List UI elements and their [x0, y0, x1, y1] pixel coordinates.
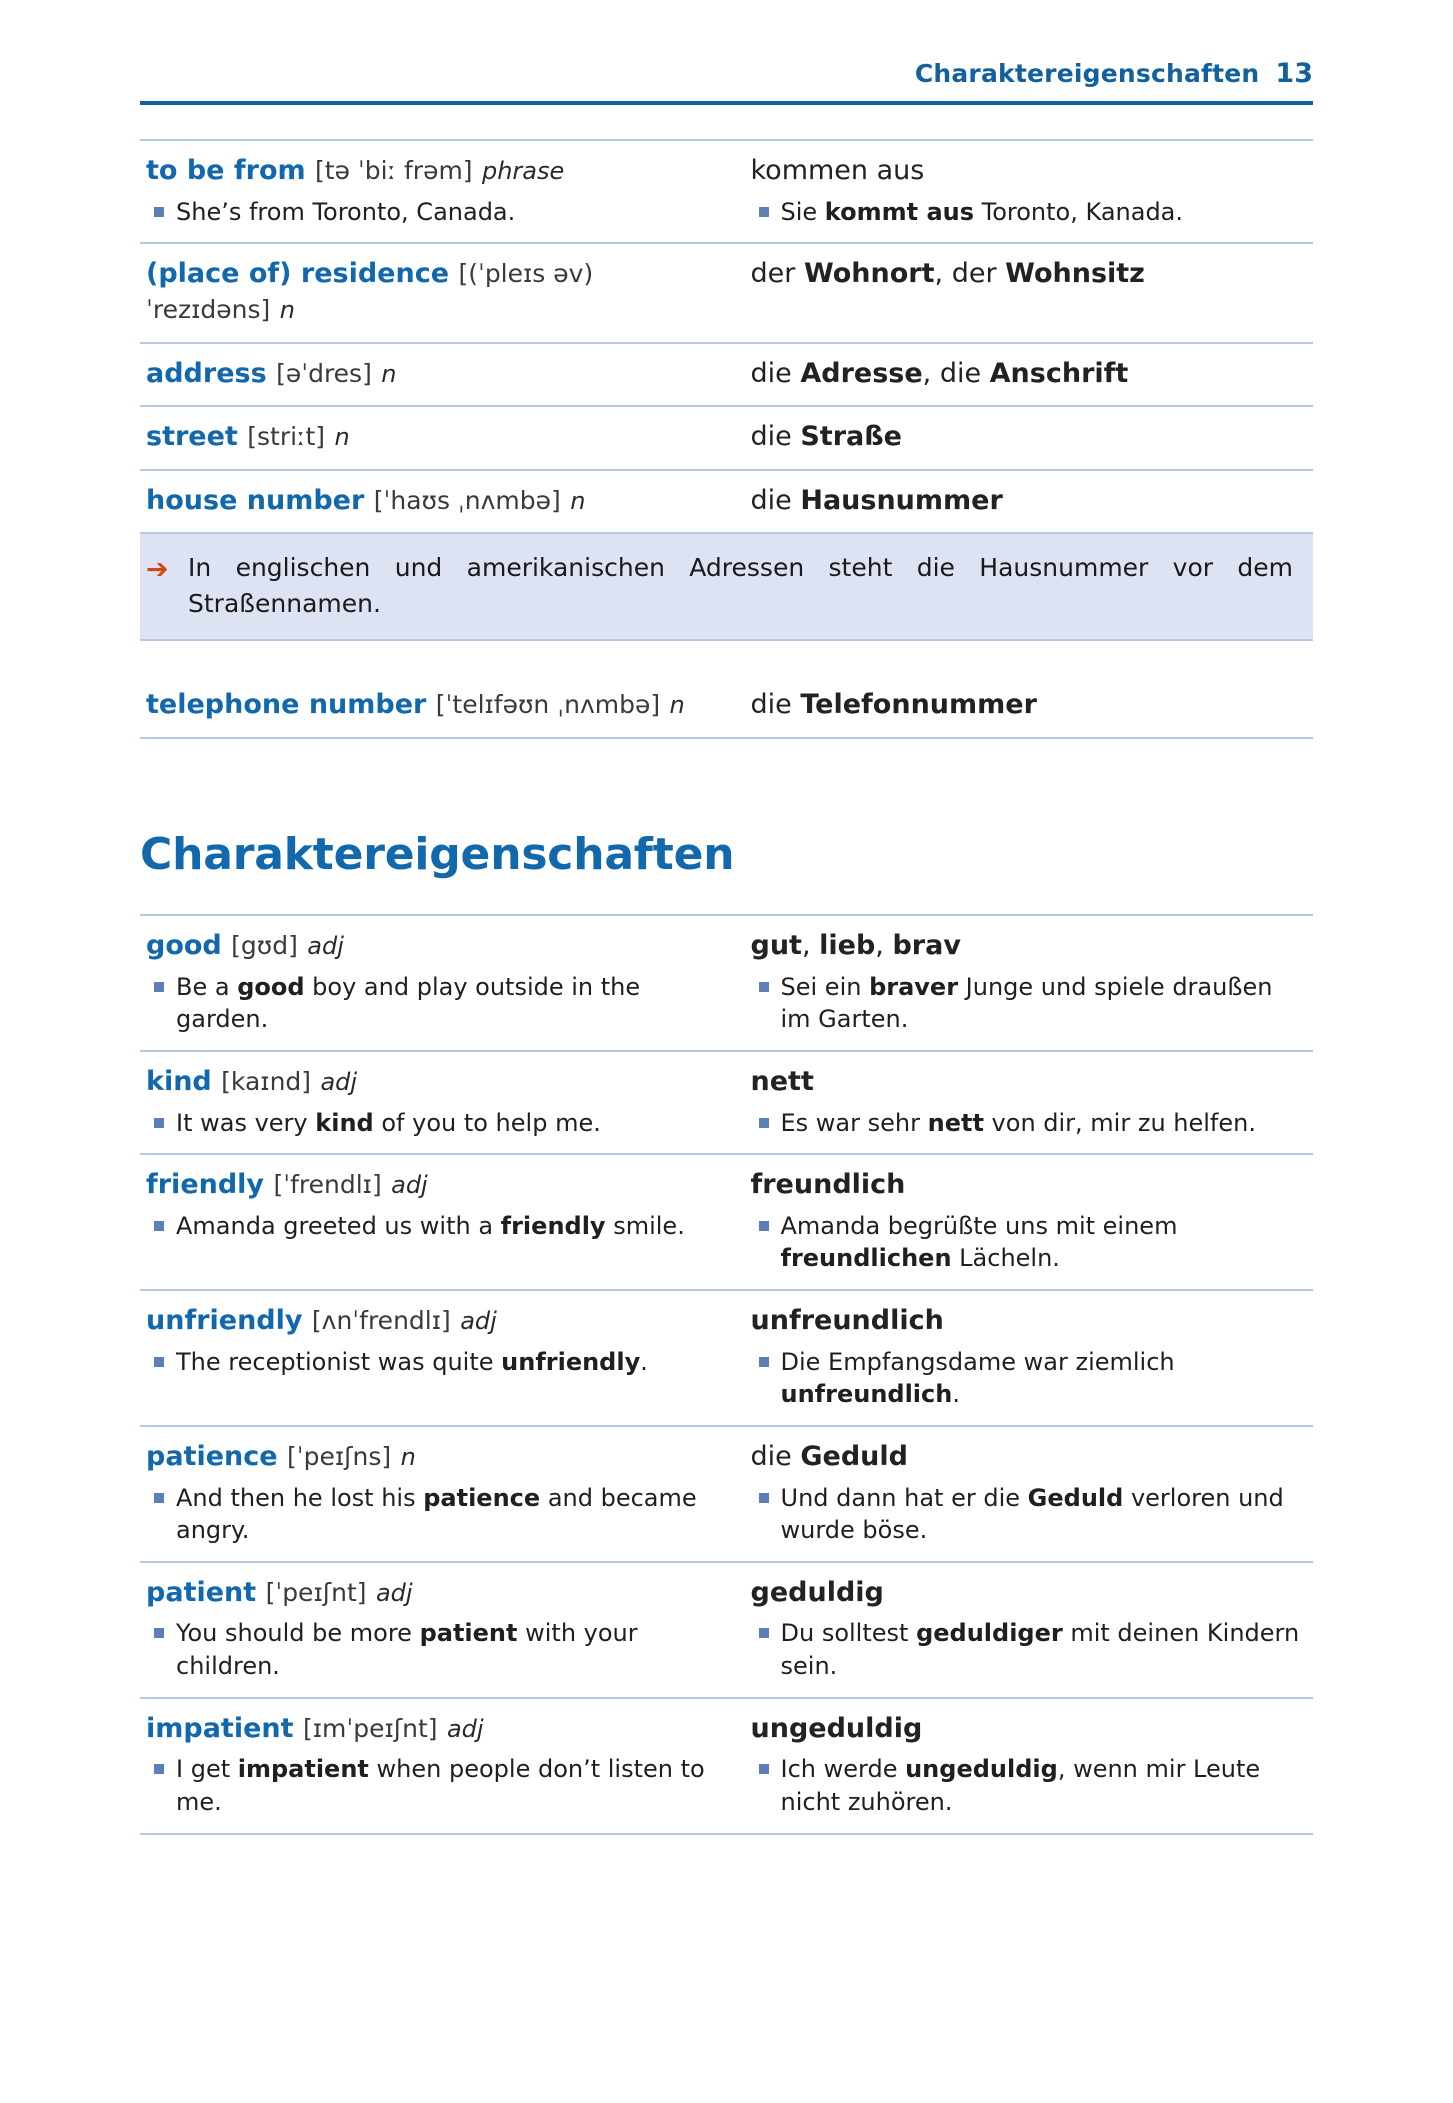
entry-example-target: Sie kommt aus Toronto, Kanada.	[751, 196, 1308, 229]
dictionary-entry	[140, 1563, 1313, 1699]
entry-target-column	[727, 419, 1308, 455]
headword-part-of-speech: n	[400, 1442, 416, 1471]
headword-pronunciation: [kaɪnd]	[221, 1066, 312, 1096]
entry-source-column	[146, 483, 727, 519]
entry-translation: die Telefonnummer	[750, 689, 1037, 721]
entry-example-target: Es war sehr nett von dir, mir zu helfen.	[751, 1107, 1308, 1140]
entry-example-target: Die Empfangsdame war ziemlich unfreundlich.	[751, 1346, 1308, 1411]
entry-source-column	[146, 256, 727, 327]
entry-example-source: Amanda greeted us with a friendly smile.	[146, 1210, 709, 1243]
entry-example-source: And then he lost his patience and became angry.	[146, 1482, 709, 1547]
headword-text: street	[146, 421, 238, 453]
headword-pronunciation: [ʌnˈfrendlɪ]	[311, 1306, 451, 1335]
headword-pronunciation: [ˈpeɪʃns]	[286, 1441, 392, 1471]
entry-headword	[146, 419, 709, 455]
usage-note-text: In englischen und amerikanischen Adressen steht die Hausnummer vor dem Straßennamen.	[188, 553, 1293, 618]
entry-example-target: Und dann hat er die Geduld verloren und wurde böse.	[751, 1482, 1308, 1547]
entry-example-target: Amanda begrüßte uns mit einem freundlichen Lächeln.	[751, 1210, 1308, 1275]
entry-headword	[146, 1711, 709, 1747]
headword-part-of-speech: adj	[320, 1067, 358, 1096]
headword-part-of-speech: adj	[375, 1578, 413, 1607]
entry-headword	[146, 1439, 709, 1475]
headword-pronunciation: [əˈdres]	[276, 358, 372, 388]
entry-example-source: You should be more patient with your children.	[146, 1617, 709, 1682]
entry-translation: die Adresse, die Anschrift	[750, 357, 1129, 389]
header-rule	[140, 101, 1313, 105]
entry-translation: kommen aus	[750, 155, 925, 186]
headword-text: patience	[146, 1440, 278, 1472]
entry-list-address-continued	[140, 675, 1313, 739]
headword-text: address	[146, 357, 267, 389]
headword-part-of-speech: phrase	[481, 157, 565, 185]
entry-source-column	[146, 419, 727, 455]
entry-example-target: Du solltest geduldiger mit deinen Kindern sein.	[751, 1617, 1308, 1682]
entry-translation: die Geduld	[750, 1440, 908, 1472]
headword-text: to be from	[146, 155, 306, 186]
dictionary-entry	[140, 139, 1313, 244]
entry-translation: die Straße	[750, 421, 902, 453]
entry-target-column	[727, 1575, 1308, 1683]
page-header	[140, 0, 1313, 89]
headword-pronunciation: [tə ˈbiː frəm]	[315, 156, 473, 185]
dictionary-entry	[140, 914, 1313, 1052]
entry-headword	[146, 928, 709, 964]
entry-translation: ungeduldig	[750, 1712, 923, 1744]
dictionary-entry	[140, 1291, 1313, 1427]
dictionary-entry	[140, 1155, 1313, 1291]
headword-part-of-speech: adj	[460, 1307, 497, 1335]
entry-headword	[146, 1303, 709, 1339]
dictionary-entry	[140, 344, 1313, 408]
entry-source-column	[146, 1575, 727, 1683]
entry-example-source: It was very kind of you to help me.	[146, 1107, 709, 1140]
headword-part-of-speech: n	[570, 486, 586, 515]
entry-translation: nett	[750, 1065, 814, 1097]
entry-target-column	[727, 153, 1308, 228]
entry-source-column	[146, 1303, 727, 1411]
entry-example-source: She’s from Toronto, Canada.	[146, 196, 709, 229]
dictionary-entry	[140, 1699, 1313, 1835]
entry-example-source: Be a good boy and play outside in the garden.	[146, 971, 709, 1036]
entry-source-column	[146, 1711, 727, 1819]
entry-source-column	[146, 1064, 727, 1139]
entry-target-column	[727, 356, 1308, 392]
headword-part-of-speech: adj	[446, 1714, 484, 1743]
entry-headword	[146, 1064, 709, 1100]
dictionary-entry	[140, 471, 1313, 535]
headword-pronunciation: [ˈhaʊs ˌnʌmbə]	[373, 485, 561, 515]
entry-target-column	[727, 1711, 1308, 1819]
dictionary-entry	[140, 244, 1313, 343]
entry-headword	[146, 687, 709, 723]
entry-example-target: Ich werde ungeduldig, wenn mir Leute nicht zuhören.	[751, 1753, 1308, 1818]
dictionary-entry	[140, 407, 1313, 471]
header-section-title: Charaktereigenschaften	[914, 59, 1260, 88]
entry-source-column	[146, 1439, 727, 1547]
headword-text: impatient	[146, 1712, 294, 1744]
entry-source-column	[146, 687, 727, 723]
entry-list-character-traits	[140, 914, 1313, 1835]
page-number: 13	[1275, 58, 1313, 89]
headword-part-of-speech: n	[381, 359, 397, 388]
arrow-right-icon: ➔	[146, 554, 169, 586]
usage-note	[140, 534, 1313, 641]
headword-pronunciation: [ˈpeɪʃnt]	[265, 1577, 367, 1607]
headword-text: unfriendly	[146, 1305, 303, 1336]
entry-source-column	[146, 928, 727, 1036]
entry-target-column	[727, 256, 1308, 327]
entry-source-column	[146, 153, 727, 228]
entry-target-column	[727, 1064, 1308, 1139]
entry-target-column	[727, 1439, 1308, 1547]
headword-text: telephone number	[146, 689, 427, 721]
entry-target-column	[727, 483, 1308, 519]
entry-source-column	[146, 356, 727, 392]
headword-pronunciation: [(ˈpleɪs əv) ˈrezɪdəns]	[146, 259, 594, 324]
headword-text: house number	[146, 484, 365, 516]
headword-pronunciation: [gʊd]	[231, 931, 298, 960]
entry-translation: unfreundlich	[750, 1305, 944, 1336]
dictionary-entry	[140, 1052, 1313, 1155]
entry-target-column	[727, 1303, 1308, 1411]
section-title: Charaktereigenschaften	[140, 829, 735, 880]
entry-headword	[146, 483, 709, 519]
headword-text: friendly	[146, 1169, 265, 1201]
headword-pronunciation: [ɪmˈpeɪʃnt]	[302, 1713, 438, 1743]
headword-text: patient	[146, 1576, 257, 1608]
headword-pronunciation: [ˈfrendlɪ]	[273, 1170, 382, 1200]
entry-target-column	[727, 687, 1308, 723]
headword-text: kind	[146, 1065, 212, 1097]
headword-part-of-speech: n	[334, 423, 350, 452]
entry-headword	[146, 356, 709, 392]
entry-headword	[146, 1167, 709, 1203]
entry-target-column	[727, 1167, 1308, 1275]
entry-target-column	[727, 928, 1308, 1036]
headword-pronunciation: [striːt]	[247, 422, 326, 452]
headword-part-of-speech: n	[669, 691, 685, 720]
headword-part-of-speech: n	[279, 295, 295, 324]
headword-part-of-speech: adj	[391, 1171, 428, 1200]
entry-translation: die Hausnummer	[750, 484, 1003, 516]
entry-translation: freundlich	[750, 1169, 906, 1201]
entry-translation: geduldig	[750, 1576, 884, 1608]
entry-list-address	[140, 139, 1313, 534]
headword-text: (place of) residence	[146, 258, 450, 290]
entry-example-source: I get impatient when people don’t listen to me.	[146, 1753, 709, 1818]
entry-translation: der Wohnort, der Wohnsitz	[750, 258, 1145, 290]
headword-text: good	[146, 930, 222, 961]
entry-example-source: The receptionist was quite unfriendly.	[146, 1346, 709, 1379]
dictionary-entry	[140, 1427, 1313, 1563]
entry-translation: gut, lieb, brav	[750, 930, 961, 961]
entry-headword	[146, 1575, 709, 1611]
entry-example-target: Sei ein braver Junge und spiele draußen im Garten.	[751, 971, 1308, 1036]
entry-headword	[146, 256, 709, 327]
entry-headword	[146, 153, 709, 189]
dictionary-entry	[140, 675, 1313, 739]
entry-source-column	[146, 1167, 727, 1275]
headword-part-of-speech: adj	[307, 932, 344, 960]
headword-pronunciation: [ˈtelɪfəʊn ˌnʌmbə]	[435, 690, 661, 720]
